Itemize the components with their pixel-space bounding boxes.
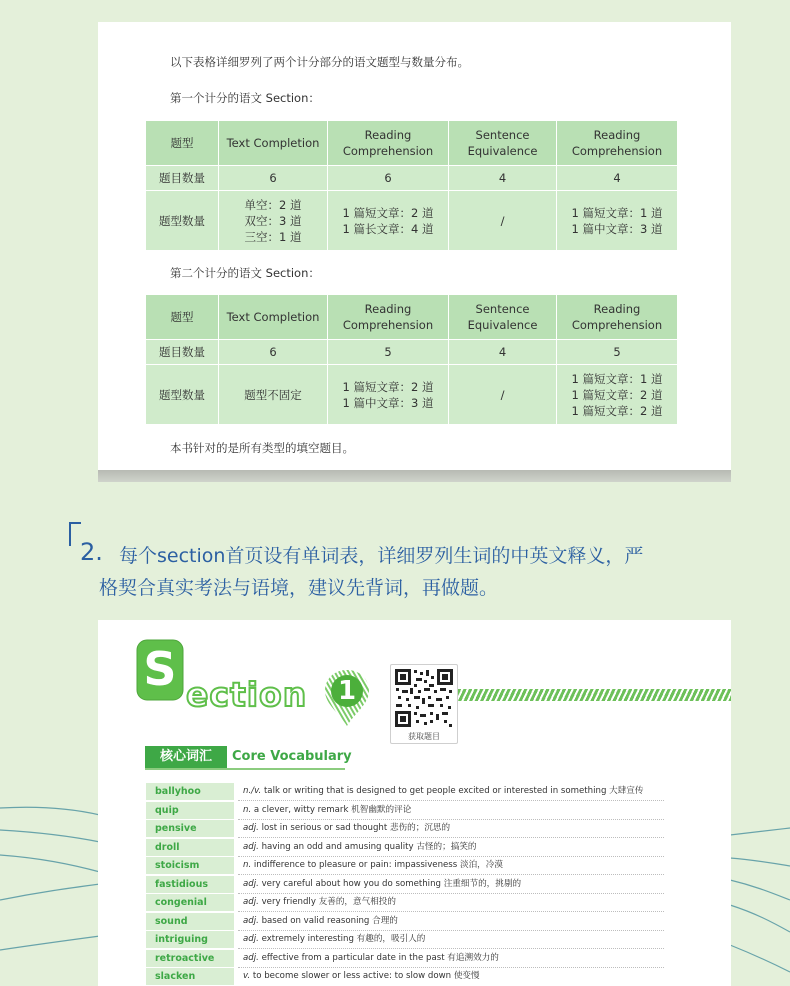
vocab-def-text: a clever, witty remark 机智幽默的评论 xyxy=(253,804,412,815)
vocab-definition xyxy=(243,802,411,819)
vocab-def-text: effective from a particular date in the past 有追溯效力的 xyxy=(261,952,499,963)
vocab-definition xyxy=(243,950,499,967)
table-cell: 题目数量 xyxy=(146,166,219,191)
list-item xyxy=(146,876,666,894)
list-item xyxy=(146,913,666,931)
section-number-pin xyxy=(322,668,372,728)
vocab-definition xyxy=(243,857,503,874)
table-cell: / xyxy=(449,365,557,425)
table-cell: 单空：2 道 双空：3 道 三空：1 道 xyxy=(219,191,328,251)
table-cell: 5 xyxy=(557,340,678,365)
core-vocab-underline xyxy=(145,768,345,770)
table-cell: 1 篇短文章：2 道 1 篇长文章：4 道 xyxy=(328,191,449,251)
section-number: 1 xyxy=(337,676,357,706)
point2-line1: 每个section首页设有单词表，详细罗列生词的中英文释义，严 xyxy=(119,545,644,567)
vocab-pos: adj. xyxy=(243,915,259,926)
section-title: ection xyxy=(186,675,308,714)
vocab-def-text: very careful about how you do something 注重细节的，挑剔的 xyxy=(261,878,522,889)
number-two-marker xyxy=(66,518,114,566)
point2-line2: 格契合真实考法与语境，建议先背词，再做题。 xyxy=(99,577,499,599)
vocab-pos: n. xyxy=(243,804,252,815)
footer-note: 本书针对的是所有类型的填空题目。 xyxy=(170,441,354,455)
vocab-definition xyxy=(243,913,398,930)
vocab-word: stoicism xyxy=(146,857,234,874)
vocab-pos: adj. xyxy=(243,823,259,833)
list-item xyxy=(146,820,666,838)
vocab-word: slacken xyxy=(146,968,234,985)
vocab-word: congenial xyxy=(146,894,234,911)
vocab-def-text: indifference to pleasure or pain: impassiveness 淡泊，冷漠 xyxy=(253,860,503,870)
vocab-pos: v. xyxy=(243,971,251,981)
vocab-pos: adj. xyxy=(243,897,259,907)
table-cell: 5 xyxy=(328,340,449,365)
vocab-word: droll xyxy=(146,839,234,856)
vocab-def-text: extremely interesting 有趣的，吸引人的 xyxy=(261,934,426,944)
vocab-def-text: talk or writing that is designed to get people excited or interested in something 大肆宣传 xyxy=(263,786,644,796)
section2-table xyxy=(145,294,678,425)
table-header-cell: Reading Comprehension xyxy=(557,295,678,340)
vocab-definition xyxy=(243,968,480,985)
list-item xyxy=(146,894,666,912)
table-header-cell: 题型 xyxy=(146,121,219,166)
table-header-cell: 题型 xyxy=(146,295,219,340)
table-cell: 6 xyxy=(219,340,328,365)
vocab-definition xyxy=(243,876,521,893)
section1-table xyxy=(145,120,678,251)
table-cell: 4 xyxy=(557,166,678,191)
table-header-cell: Text Completion xyxy=(219,295,328,340)
intro-text: 以下表格详细罗列了两个计分部分的语文题型与数量分布。 xyxy=(170,55,469,69)
vocab-pos: n./v. xyxy=(243,786,262,796)
vocab-pos: adj. xyxy=(243,934,259,944)
point-number: 2. xyxy=(80,538,103,566)
table-cell: 6 xyxy=(328,166,449,191)
vocab-word: ballyhoo xyxy=(146,783,234,800)
table-cell: 1 篇短文章：1 道 1 篇短文章：2 道 1 篇短文章：2 道 xyxy=(557,365,678,425)
vocab-definition xyxy=(243,894,396,911)
table-cell: / xyxy=(449,191,557,251)
vocab-def-text: to become slower or less active: to slow down 使变慢 xyxy=(252,971,480,981)
list-item xyxy=(146,802,666,820)
table-header-cell: Reading Comprehension xyxy=(328,121,449,166)
vocab-word: intriguing xyxy=(146,931,234,948)
table-cell: 1 篇短文章：2 道 1 篇中文章：3 道 xyxy=(328,365,449,425)
table-header-cell: Sentence Equivalence xyxy=(449,295,557,340)
table-header-cell: Reading Comprehension xyxy=(328,295,449,340)
core-vocab-label: 核心词汇 xyxy=(145,746,227,768)
list-item xyxy=(146,783,666,801)
qr-code[interactable] xyxy=(390,664,458,744)
vocab-word: quip xyxy=(146,802,234,819)
list-item xyxy=(146,950,666,968)
qr-caption: 获取题目 xyxy=(408,732,440,741)
vocab-definition xyxy=(243,783,644,800)
list-item xyxy=(146,839,666,857)
table-header-cell: Reading Comprehension xyxy=(557,121,678,166)
table-cell: 题目数量 xyxy=(146,340,219,365)
vocab-pos: n. xyxy=(243,860,252,870)
vocab-word: pensive xyxy=(146,820,234,837)
vocab-definition xyxy=(243,931,425,948)
vocab-definition xyxy=(243,820,450,837)
table-header-cell: Text Completion xyxy=(219,121,328,166)
vocab-def-text: very friendly 友善的，意气相投的 xyxy=(261,897,396,907)
section-stripe-bar xyxy=(458,689,731,701)
table-cell: 4 xyxy=(449,166,557,191)
vocab-def-text: based on valid reasoning 合理的 xyxy=(261,915,398,926)
vocab-word: fastidious xyxy=(146,876,234,893)
section-badge-letter: S xyxy=(143,642,177,696)
list-item xyxy=(146,931,666,949)
section-badge xyxy=(136,638,184,702)
vocab-pos: adj. xyxy=(243,841,259,852)
qr-code-icon xyxy=(394,668,454,728)
vocab-pos: adj. xyxy=(243,952,259,963)
core-vocab-label-en: Core Vocabulary xyxy=(232,749,352,764)
table-cell: 4 xyxy=(449,340,557,365)
section2-label: 第二个计分的语文 Section： xyxy=(170,266,320,280)
vocab-word: sound xyxy=(146,913,234,930)
page-shadow xyxy=(98,470,731,482)
vocab-pos: adj. xyxy=(243,878,259,889)
table-cell: 1 篇短文章：1 道 1 篇中文章：3 道 xyxy=(557,191,678,251)
table-cell: 6 xyxy=(219,166,328,191)
vocab-def-text: having an odd and amusing quality 古怪的；搞笑的 xyxy=(261,841,477,852)
list-item xyxy=(146,968,666,986)
table-header-cell: Sentence Equivalence xyxy=(449,121,557,166)
table-cell: 题型数量 xyxy=(146,191,219,251)
list-item xyxy=(146,857,666,875)
vocab-definition xyxy=(243,839,477,856)
table-cell: 题型数量 xyxy=(146,365,219,425)
table-cell: 题型不固定 xyxy=(219,365,328,425)
vocab-word: retroactive xyxy=(146,950,234,967)
section1-label: 第一个计分的语文 Section： xyxy=(170,91,320,105)
vocab-def-text: lost in serious or sad thought 悲伤的；沉思的 xyxy=(261,823,451,833)
